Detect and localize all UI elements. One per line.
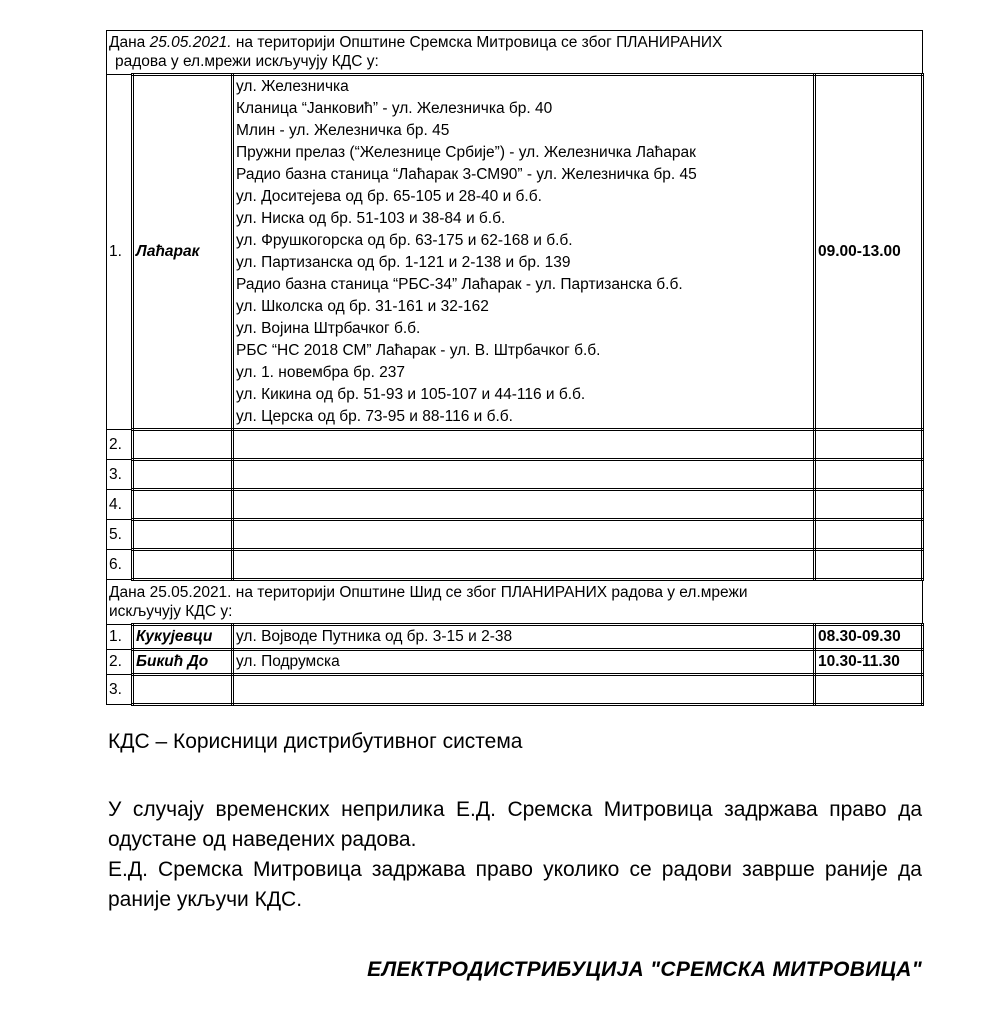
section1-header-prefix: Дана — [109, 34, 146, 51]
street-text: ул. Војводе Путника од бр. 3-15 и 2-38 — [233, 625, 815, 650]
time-cell — [815, 490, 923, 520]
section2-header-row — [107, 580, 923, 625]
street-line: ул. Доситејева од бр. 65-105 и 28-40 и б.б. — [236, 188, 542, 205]
place-cell — [133, 490, 233, 520]
section2-header-line1: Дана 25.05.2021. на територији Општине Шид се због ПЛАНИРАНИХ радова у ел.мрежи — [109, 584, 748, 601]
place-name: Лаћарак — [133, 75, 233, 430]
street-line: ул. Војина Штрбачког б.б. — [236, 320, 421, 337]
disclaimer-paragraph-1: У случају временских неприлика Е.Д. Сремска Митровица задржава право да одустане од наведених радова. — [108, 798, 922, 851]
outage-time: 08.30-09.30 — [815, 625, 923, 650]
place-cell — [133, 550, 233, 580]
street-list — [233, 75, 815, 430]
empty-row — [107, 550, 923, 580]
time-cell — [815, 675, 923, 705]
time-cell — [815, 430, 923, 460]
row-number: 3. — [107, 460, 133, 490]
place-cell — [133, 675, 233, 705]
empty-row — [107, 520, 923, 550]
section1-header — [107, 31, 923, 75]
section1-header-line1 — [109, 33, 920, 52]
row-number: 2. — [107, 650, 133, 675]
row-number: 2. — [107, 430, 133, 460]
street-line: РБС “НС 2018 СМ” Лаћарак - ул. В. Штрбачког б.б. — [236, 342, 601, 359]
outage-table-container — [106, 30, 922, 706]
section1-header-rest: на територији Општине Сремска Митровица се због ПЛАНИРАНИХ — [235, 34, 723, 51]
row-number: 1. — [107, 625, 133, 650]
street-cell — [233, 490, 815, 520]
empty-row — [107, 490, 923, 520]
time-cell — [815, 550, 923, 580]
place-name: Бикић До — [133, 650, 233, 675]
disclaimer-paragraph-2: Е.Д. Сремска Митровица задржава право уколико се радови заврше раније да раније укључи КДС. — [108, 858, 922, 911]
disclaimer-note — [108, 795, 922, 915]
section2-row-2 — [107, 650, 923, 675]
street-cell — [233, 520, 815, 550]
section1-row-1 — [107, 75, 923, 430]
section1-date: 25.05.2021. — [149, 34, 232, 51]
legend-text: КДС – Корисници дистрибутивног система — [108, 730, 523, 753]
street-line: ул. Железничка — [236, 78, 349, 95]
street-line: Пружни прелаз (“Железнице Србије”) - ул. Железничка Лаћарак — [236, 144, 696, 161]
street-line: ул. Фрушкогорска од бр. 63-175 и 62-168 и б.б. — [236, 232, 573, 249]
row-number: 4. — [107, 490, 133, 520]
row-number: 1. — [107, 75, 133, 430]
street-line: Млин - ул. Железничка бр. 45 — [236, 122, 450, 139]
street-line: Кланица “Јанковић” - ул. Железничка бр. 40 — [236, 100, 553, 117]
empty-row — [107, 675, 923, 705]
street-cell — [233, 675, 815, 705]
place-name: Кукујевци — [133, 625, 233, 650]
row-number: 6. — [107, 550, 133, 580]
street-cell — [233, 550, 815, 580]
street-line: ул. Церска од бр. 73-95 и 88-116 и б.б. — [236, 408, 513, 425]
street-line: Радио базна станица “РБС-34” Лаћарак - ул. Партизанска б.б. — [236, 276, 683, 293]
street-line: ул. Партизанска од бр. 1-121 и 2-138 и бр. 139 — [236, 254, 571, 271]
street-line: ул. 1. новембра бр. 237 — [236, 364, 406, 381]
street-cell — [233, 460, 815, 490]
street-line: ул. Школска од бр. 31-161 и 32-162 — [236, 298, 489, 315]
empty-row — [107, 430, 923, 460]
place-cell — [133, 460, 233, 490]
street-cell — [233, 430, 815, 460]
street-line: ул. Ниска од бр. 51-103 и 38-84 и б.б. — [236, 210, 506, 227]
place-cell — [133, 520, 233, 550]
time-cell — [815, 520, 923, 550]
street-line: Радио базна станица “Лаћарак 3-СМ90” - ул. Железничка бр. 45 — [236, 166, 697, 183]
outage-time: 10.30-11.30 — [815, 650, 923, 675]
row-number: 5. — [107, 520, 133, 550]
section2-header-line2: искључују КДС у: — [109, 603, 233, 620]
row-number: 3. — [107, 675, 133, 705]
outage-time: 09.00-13.00 — [815, 75, 923, 430]
empty-row — [107, 460, 923, 490]
section2-header — [107, 580, 923, 625]
place-cell — [133, 430, 233, 460]
street-line: ул. Кикина од бр. 51-93 и 105-107 и 44-116 и б.б. — [236, 386, 586, 403]
street-text: ул. Подрумска — [233, 650, 815, 675]
section1-header-row — [107, 31, 923, 75]
section2-row-1 — [107, 625, 923, 650]
outage-table — [106, 30, 924, 706]
section1-header-line2: радова у ел.мрежи искључују КДС у: — [115, 53, 379, 70]
time-cell — [815, 460, 923, 490]
signature-org: ЕЛЕКТРОДИСТРИБУЦИЈА "СРЕМСКА МИТРОВИЦА" — [367, 958, 922, 981]
